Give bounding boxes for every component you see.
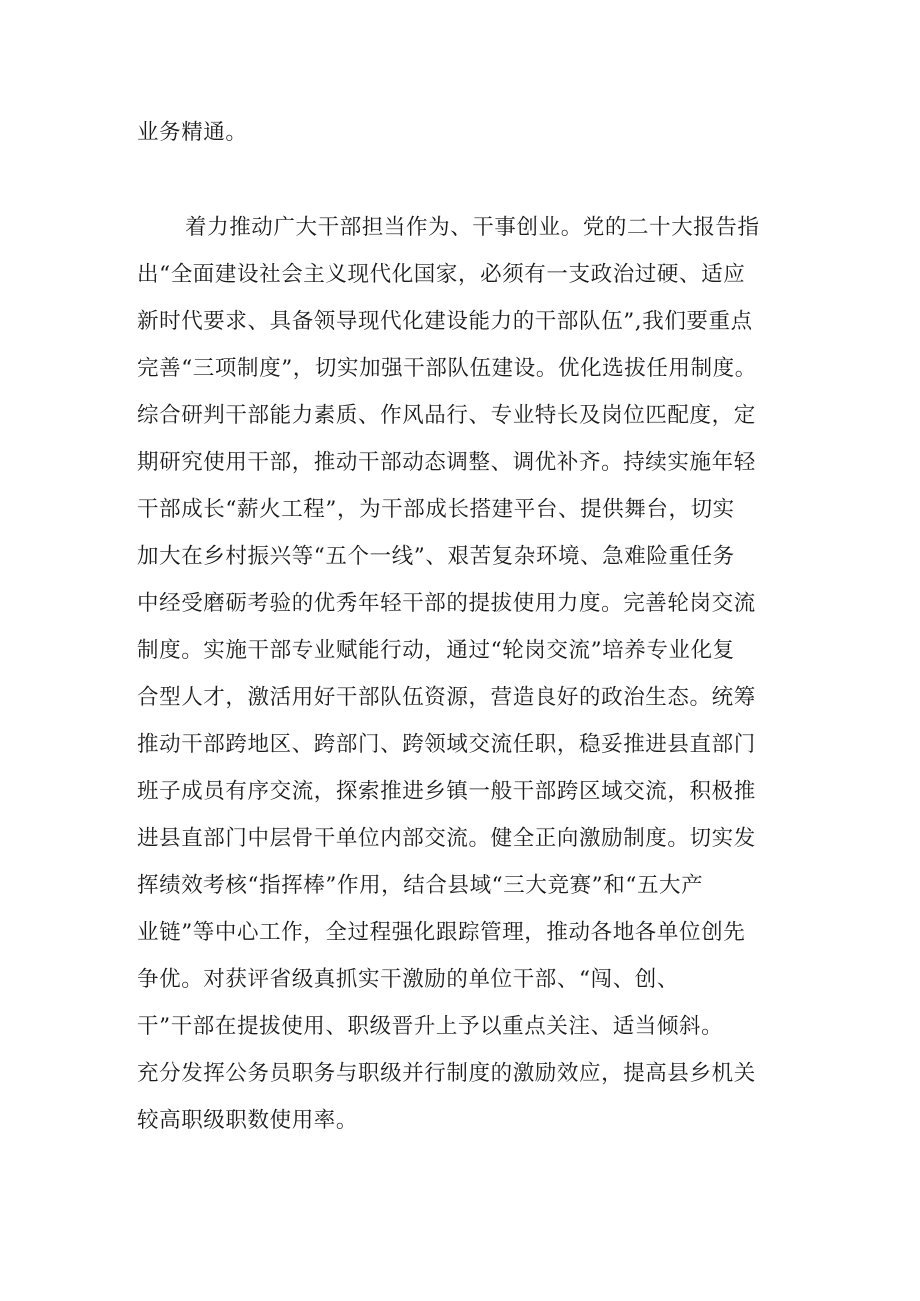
text-line-15: 进县直部门中层骨干单位内部交流。健全正向激励制度。切实发 bbox=[137, 826, 756, 851]
text-line-12: 合型人才，激活用好干部队伍资源，营造良好的政治生态。统筹 bbox=[137, 685, 756, 710]
text-line-18: 争优。对获评省级真抓实干激励的单位干部、“闯、创、 bbox=[137, 967, 679, 992]
text-line-13: 推动干部跨地区、跨部门、跨领域交流任职，稳妥推进县直部门 bbox=[137, 732, 756, 757]
text-line-10: 中经受磨砺考验的优秀年轻干部的提拔使用力度。完善轮岗交流 bbox=[137, 591, 756, 616]
text-line-17: 业链”等中心工作，全过程强化跟踪管理，推动各地各单位创先 bbox=[137, 920, 746, 945]
text-line-8: 干部成长“薪火工程”，为干部成长搭建平台、提供舞台，切实 bbox=[137, 497, 735, 522]
text-line-1: 业务精通。 bbox=[137, 120, 248, 145]
text-line-11: 制度。实施干部专业赋能行动，通过“轮岗交流”培养专业化复 bbox=[137, 638, 735, 663]
text-line-16: 挥绩效考核“指挥棒”作用，结合县域“三大竞赛”和“五大产 bbox=[137, 873, 704, 898]
text-line-21: 较高职级职数使用率。 bbox=[137, 1108, 359, 1133]
text-line-5: 完善“三项制度”，切实加强干部队伍建设。优化选拔任用制度。 bbox=[137, 356, 757, 381]
text-line-19: 干”干部在提拔使用、职级晋升上予以重点关注、适当倾斜。 bbox=[137, 1014, 724, 1039]
text-line-6: 综合研判干部能力素质、作风品行、专业特长及岗位匹配度，定 bbox=[137, 403, 756, 428]
text-line-20: 充分发挥公务员职务与职级并行制度的激励效应，提高县乡机关 bbox=[137, 1061, 756, 1086]
text-line-9: 加大在乡村振兴等“五个一线”、艰苦复杂环境、急难险重任务 bbox=[137, 544, 735, 569]
text-line-4: 新时代要求、具备领导现代化建设能力的干部队伍”,我们要重点 bbox=[137, 309, 753, 334]
text-line-2: 着力推动广大干部担当作为、干事创业。党的二十大报告指 bbox=[185, 215, 760, 240]
text-line-7: 期研究使用干部，推动干部动态调整、调优补齐。持续实施年轻 bbox=[137, 450, 756, 475]
text-line-3: 出“全面建设社会主义现代化国家，必须有一支政治过硬、适应 bbox=[137, 262, 746, 287]
text-line-14: 班子成员有序交流，探索推进乡镇一般干部跨区域交流，积极推 bbox=[137, 779, 756, 804]
